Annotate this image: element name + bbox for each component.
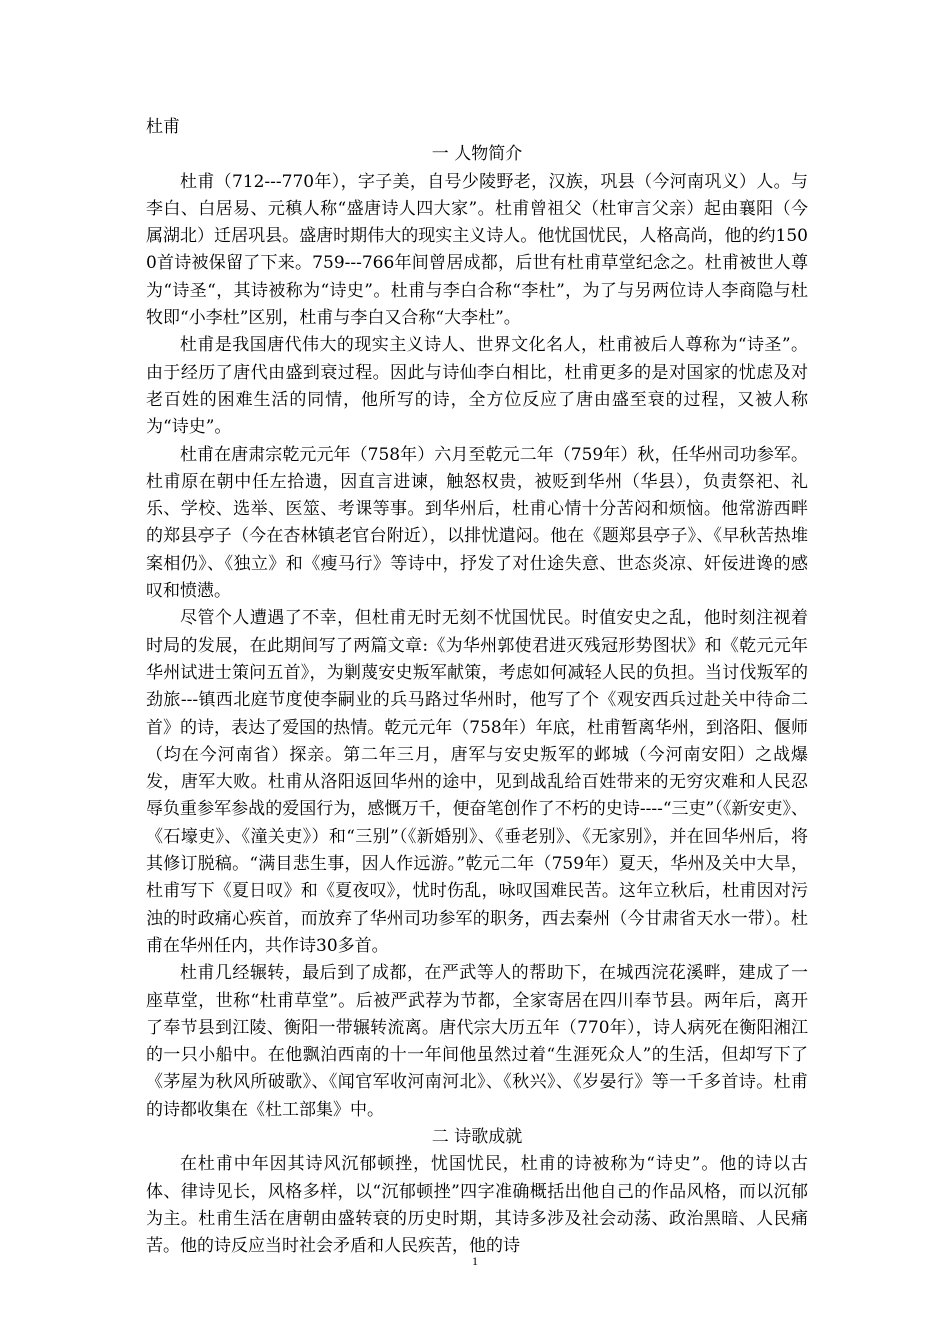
document-title: 杜甫 bbox=[146, 117, 180, 137]
paragraph-intro: 杜甫（712---770年），字子美，自号少陵野老，汉族，巩县（今河南巩义）人。与李白、白居易、元稹人称“盛唐诗人四大家”。杜甫曾祖父（杜审言父亲）起由襄阳（今属湖北）迁居巩县。盛唐时期伟大的现实主义诗人。他忧国忧民，人格高尚，他的约1500首诗被保留了下来。759---766年间曾居成都，后世有杜甫草堂纪念之。杜甫被世人尊为“诗圣“，其诗被称为“诗史”。杜甫与李白合称“李杜”，为了与另两位诗人李商隐与杜牧即“小李杜”区别，杜甫与李白又合称“大李杜”。 bbox=[146, 171, 808, 329]
paragraph-chengdu-years: 杜甫几经辗转，最后到了成都，在严武等人的帮助下，在城西浣花溪畔，建成了一座草堂，世称“杜甫草堂”。后被严武荐为节都，全家寄居在四川奉节县。两年后，离开了奉节县到江陵、衡阳一带辗转流离。唐代宗大历五年（770年），诗人病死在衡阳湘江的一只小船中。在他飘泊西南的十一年间他虽然过着“生涯死众人”的生活，但却写下了《茅屋为秋风所破歌》、《闻官军收河南河北》、《秋兴》、《岁晏行》等一千多首诗。杜甫的诗都收集在《杜工部集》中。 bbox=[146, 963, 808, 1120]
section-heading-biography: 一 人物简介 bbox=[431, 144, 523, 165]
section-heading-achievements: 二 诗歌成就 bbox=[431, 1126, 523, 1147]
page-number: 1 bbox=[472, 1254, 478, 1268]
paragraph-an-shi-rebellion: 尽管个人遭遇了不幸，但杜甫无时无刻不忧国忧民。时值安史之乱，他时刻注视着时局的发展，在此期间写了两篇文章:《为华州郭使君进灭残冠形势图状》和《乾元元年华州试进士策问五首》，为剿蔑安史叛军献策，考虑如何减轻人民的负担。当讨伐叛军的劲旅---镇西北庭节度使李嗣业的兵马路过华州时，他写了个《观安西兵过赴关中待命二首》的诗，表达了爱国的热情。乾元元年（758年）年底，杜甫暂离华州，到洛阳、偃师（均在今河南省）探亲。第二年三月，唐军与安史叛军的邺城（今河南安阳）之战爆发，唐军大败。杜甫从洛阳返回华州的途中，见到战乱给百姓带来的无穷灾难和人民忍辱负重参军参战的爱国行为，感慨万千，便奋笔创作了不朽的史诗----“三吏”（《新安吏》、《石壕吏》、《潼关吏》）和“三别”（《新婚别》、《垂老别》、《无家别》，并在回华州后，将其修订脱稿。“满目悲生事，因人作远游。”乾元二年（759年）夏天，华州及关中大旱，杜甫写下《夏日叹》和《夏夜叹》，忧时伤乱，咏叹国难民苦。这年立秋后，杜甫因对污浊的时政痛心疾首，而放弃了华州司功参军的职务，西去秦州（今甘肃省天水一带）。杜甫在华州任内，共作诗30多首。 bbox=[146, 608, 808, 956]
paragraph-huazhou-post: 杜甫在唐肃宗乾元元年（758年）六月至乾元二年（759年）秋，任华州司功参军。杜甫原在朝中任左拾遗，因直言进谏，触怒权贵，被贬到华州（华县），负责祭祀、礼乐、学校、选举、医筮、考课等事。到华州后，杜甫心情十分苦闷和烦恼。他常游西畔的郑县亭子（今在杏林镇老官台附近），以排忧遣闷。他在《题郑县亭子》、《早秋苦热堆案相仍》、《独立》和《瘦马行》等诗中，抒发了对仕途失意、世态炎凉、奸佞进谗的感叹和愤懑。 bbox=[146, 444, 808, 602]
document-body bbox=[146, 114, 808, 1260]
paragraph-poetry-style: 在杜甫中年因其诗风沉郁顿挫，忧国忧民，杜甫的诗被称为“诗史”。他的诗以古体、律诗见长，风格多样，以“沉郁顿挫”四字准确概括出他自己的作品风格，而以沉郁为主。杜甫生活在唐朝由盛转衰的历史时期，其诗多涉及社会动荡、政治黑暗、人民痛苦。他的诗反应当时社会矛盾和人民疾苦，他的诗 bbox=[146, 1154, 808, 1257]
paragraph-poet-sage: 杜甫是我国唐代伟大的现实主义诗人、世界文化名人，杜甫被后人尊称为“诗圣”。由于经历了唐代由盛到衰过程。因此与诗仙李白相比，杜甫更多的是对国家的忧虑及对老百姓的困难生活的同情，他所写的诗，全方位反应了唐由盛至衰的过程，又被人称为“诗史”。 bbox=[146, 335, 808, 438]
